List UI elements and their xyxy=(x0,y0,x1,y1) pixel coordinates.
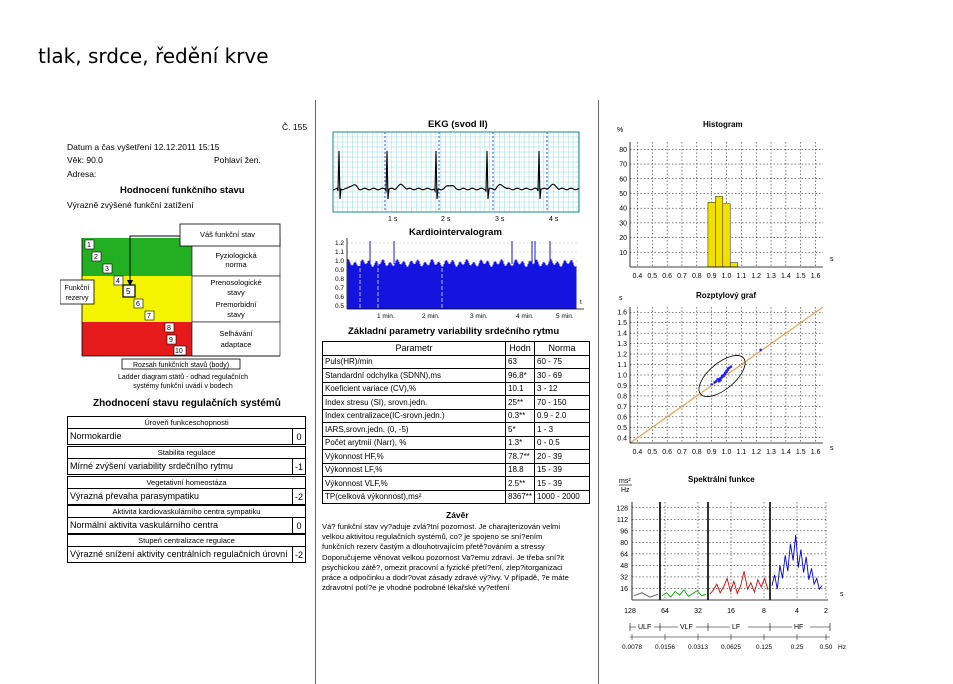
conclusion-text xyxy=(322,522,590,593)
param-value: 18.8 xyxy=(506,463,535,477)
spectrum-ytick: 96 xyxy=(620,528,628,536)
scatter-xtick: 1.4 xyxy=(781,449,791,456)
param-value: 2.5** xyxy=(506,477,535,491)
param-name: Puls(HR)/min xyxy=(323,355,506,369)
ladder-step-3: 3 xyxy=(105,266,109,273)
params-row xyxy=(323,450,590,464)
scatter-xlabel: s xyxy=(830,445,834,452)
params-row xyxy=(323,436,590,450)
param-name: Výkonnost LF,% xyxy=(323,463,506,477)
spectrum-xtick: 16 xyxy=(727,608,735,615)
ekg-grid xyxy=(333,132,579,212)
kardio-data xyxy=(348,241,576,309)
scatter-ytick: 1.4 xyxy=(617,330,627,338)
scatter-xtick: 0.7 xyxy=(677,449,687,456)
ladder-reserves-1: Funkční xyxy=(64,285,90,292)
params-row xyxy=(323,463,590,477)
scatter-point xyxy=(715,380,718,383)
params-row xyxy=(323,396,590,410)
spectrum-ytick: 80 xyxy=(620,539,628,547)
spectrum-line-ulf xyxy=(634,593,658,597)
param-norm: 15 - 39 xyxy=(535,463,590,477)
histogram-ytick: 20 xyxy=(619,235,627,243)
kardio-chart xyxy=(322,234,590,322)
ladder-step-5: 5 xyxy=(126,287,131,296)
params-header: Norma xyxy=(535,342,590,356)
param-name: Standardní odchylka (SDNN),ms xyxy=(323,369,506,383)
scatter-point xyxy=(730,365,733,368)
param-norm: 20 - 39 xyxy=(535,450,590,464)
param-name: TP(celková výkonnost),ms² xyxy=(323,490,506,504)
ladder-range: Rozsah funkčních stavů (body) xyxy=(132,362,230,369)
spectrum-ytick: 32 xyxy=(620,574,628,582)
spectrum-xtick: 2 xyxy=(824,608,828,615)
reg-value: -2 xyxy=(292,547,305,562)
ladder-your-state: Váš funkční stav xyxy=(200,230,256,239)
scatter-point xyxy=(710,383,713,386)
param-name: Index centralizace(IC-srovn.jedn.) xyxy=(323,409,506,423)
scatter-xtick: 1.1 xyxy=(736,449,747,456)
sheet-title: tlak, srdce, ředění krve xyxy=(38,44,269,68)
func-state-title: Hodnocení funkčního stavu xyxy=(120,185,245,196)
params-row xyxy=(323,477,590,491)
kardio-ytick: 1.0 xyxy=(334,258,344,265)
histogram-xtick: 1.1 xyxy=(736,273,747,280)
param-norm: 0.9 - 2.0 xyxy=(535,409,590,423)
report-number: Č. 155 xyxy=(282,122,308,132)
histogram-xtick: 1.4 xyxy=(781,273,791,280)
histogram-bar xyxy=(730,263,737,267)
histogram-xtick: 1.2 xyxy=(751,273,762,280)
ladder-step-6: 6 xyxy=(136,301,140,308)
column-divider-1 xyxy=(315,100,316,684)
param-norm: 30 - 69 xyxy=(535,369,590,383)
scatter-xtick: 1.0 xyxy=(721,449,732,456)
histogram-ytick: 30 xyxy=(619,220,627,228)
params-row xyxy=(323,409,590,423)
param-norm: 3 - 12 xyxy=(535,382,590,396)
kardio-ytick: 0.6 xyxy=(334,294,344,301)
ladder-step-7: 7 xyxy=(147,313,151,320)
kardio-ytick: 0.7 xyxy=(334,285,344,292)
spectrum-ytick: 112 xyxy=(616,516,628,524)
ladder-step-2: 2 xyxy=(94,254,98,261)
scatter-point xyxy=(716,378,719,381)
kardio-xtick: 2 min. xyxy=(422,313,440,320)
histogram-xlabel: s xyxy=(830,256,834,263)
param-value: 63 xyxy=(506,355,535,369)
ekg-tick-1: 1 s xyxy=(388,216,398,223)
param-norm: 15 - 39 xyxy=(535,477,590,491)
param-value: 8367** xyxy=(506,490,535,504)
param-value: 10.1 xyxy=(506,382,535,396)
reg-item-4 xyxy=(67,534,306,563)
reg-value: -2 xyxy=(292,489,305,504)
reg-head: Stupeň centralizace regulace xyxy=(67,534,306,546)
ladder-reserves-2: rezervy xyxy=(65,295,89,302)
histogram-bars xyxy=(708,196,738,267)
histogram-ytick: 10 xyxy=(619,249,627,257)
kardio-ytick: 1.2 xyxy=(334,240,344,247)
spectrum-ytick: 48 xyxy=(620,562,628,570)
spectrum-xtick: 4 xyxy=(795,608,799,615)
spectrum-yunit-bottom: Hz xyxy=(621,487,630,494)
params-row xyxy=(323,423,590,437)
ladder-caption-1: Ladder diagram stätů - odhad regulačních xyxy=(118,374,248,381)
kardio-t-label: t xyxy=(580,299,582,306)
reg-value: 0 xyxy=(292,518,305,533)
ladder-diagram xyxy=(60,222,300,370)
kardio-ytick: 0.9 xyxy=(334,267,344,274)
scatter-xtick: 0.8 xyxy=(691,449,702,456)
ladder-step-1: 1 xyxy=(87,242,91,249)
reg-head: Stabilita regulace xyxy=(67,446,306,458)
ladder-prenoso-2: stavy xyxy=(227,288,245,297)
histogram-bar xyxy=(715,196,722,267)
kardio-xtick: 4 min. xyxy=(516,313,534,320)
scatter-xtick: 0.4 xyxy=(632,449,643,456)
param-norm: 1000 - 2000 xyxy=(535,490,590,504)
scatter-point xyxy=(759,349,762,352)
kardio-xtick: 1 min. xyxy=(377,313,395,320)
kardio-xtick: 3 min. xyxy=(470,313,488,320)
spectrum-xtick: 8 xyxy=(762,608,766,615)
ekg-title: EKG (svod II) xyxy=(428,119,488,130)
param-name: Výkonnost VLF,% xyxy=(323,477,506,491)
param-norm: 0 - 0.5 xyxy=(535,436,590,450)
histogram-xtick: 0.7 xyxy=(677,273,687,280)
kardio-ytick: 1.1 xyxy=(334,249,344,256)
reg-item-3 xyxy=(67,505,306,534)
spectrum-hz-label: Hz xyxy=(838,644,846,651)
scatter-xtick: 1.5 xyxy=(795,449,806,456)
param-value: 1.3* xyxy=(506,436,535,450)
spectrum-line-lf xyxy=(710,571,768,594)
histogram-ytick: 60 xyxy=(619,176,627,184)
spectrum-series xyxy=(634,535,822,597)
ladder-failure-1: Selhávání xyxy=(219,329,253,338)
reg-value: -1 xyxy=(292,459,305,474)
conclusion-line: velkou aktivitou regulačních systémů, co? je spojeno se sní?ením xyxy=(322,532,543,542)
ladder-step-8: 8 xyxy=(167,325,171,332)
spectrum-xtick: 64 xyxy=(661,608,669,615)
params-row xyxy=(323,355,590,369)
params-title: Základní parametry variability srdečního rytmu xyxy=(348,326,560,337)
ladder-physio-1: Fyziologická xyxy=(215,251,257,260)
params-row xyxy=(323,382,590,396)
scatter-ytick: 1.5 xyxy=(617,320,627,328)
scatter-title: Rozptylový graf xyxy=(696,291,757,300)
histogram-chart xyxy=(608,116,838,286)
reg-text: Výrazná převaha parasympatiku xyxy=(70,491,200,501)
scatter-ytick: 1.1 xyxy=(617,362,627,370)
spectrum-hz-tick: 0.0313 xyxy=(688,644,708,651)
ladder-premorbid-1: Premorbidní xyxy=(215,300,257,309)
ekg-tick-4: 4 s xyxy=(549,216,559,223)
column-divider-2 xyxy=(598,100,599,684)
param-name: Index stresu (SI), srovn.jedn. xyxy=(323,396,506,410)
scatter-xtick: 1.3 xyxy=(766,449,776,456)
ekg-tick-2: 2 s xyxy=(441,216,451,223)
scatter-ytick: 0.5 xyxy=(617,424,627,432)
histogram-ylabel: % xyxy=(617,127,624,134)
scatter-xtick: 0.5 xyxy=(647,449,658,456)
spectrum-hz-tick: 0.50 xyxy=(819,644,833,651)
param-norm: 60 - 75 xyxy=(535,355,590,369)
patient-address: Adresa: xyxy=(67,169,97,179)
reg-value: 0 xyxy=(292,429,305,444)
spectrum-band-label: LF xyxy=(732,624,741,631)
kardio-title: Kardiointervalogram xyxy=(409,227,502,238)
spectrum-xtick: 32 xyxy=(694,608,702,615)
scatter-point xyxy=(727,367,730,370)
scatter-point xyxy=(724,372,727,375)
spectrum-yunit-top: ms² xyxy=(619,478,631,485)
scatter-ytick: 1.3 xyxy=(617,341,627,349)
histogram-xtick: 0.6 xyxy=(662,273,672,280)
func-state-result: Výrazně zvýšené funkční zatížení xyxy=(67,200,194,210)
param-value: 0.3** xyxy=(506,409,535,423)
param-value: 5* xyxy=(506,423,535,437)
scatter-ylabel: s xyxy=(619,295,623,302)
histogram-xtick: 1.0 xyxy=(721,273,732,280)
histogram-xtick: 0.5 xyxy=(647,273,658,280)
spectrum-chart xyxy=(608,468,848,658)
param-value: 25** xyxy=(506,396,535,410)
scatter-point xyxy=(718,380,721,383)
reg-title: Zhodnocení stavu regulačních systémů xyxy=(93,398,281,409)
conclusion-line: Doporučujeme věnovat velkou pozornost Va?emu zdraví. Je třeba sní?it xyxy=(322,552,565,562)
ladder-physio-2: norma xyxy=(225,260,247,269)
spectrum-ytick: 128 xyxy=(616,505,628,513)
param-name: Koeficient variace (CV),% xyxy=(323,382,506,396)
conclusion-title: Závěr xyxy=(446,510,469,520)
spectrum-line-vlf xyxy=(662,590,706,597)
params-row xyxy=(323,490,590,504)
histogram-ytick: 40 xyxy=(619,205,627,213)
ladder-caption xyxy=(108,373,258,391)
ekg-tick-3: 3 s xyxy=(495,216,505,223)
ladder-step-4: 4 xyxy=(116,278,120,285)
ladder-step-10: 10 xyxy=(175,348,183,355)
param-name: IARS,srovn.jedn. (0, -5) xyxy=(323,423,506,437)
reg-text: Výrazné snížení aktivity centrálních regulačních úrovní xyxy=(70,549,288,559)
conclusion-line: psychickou zátě?, omezit pracovní a fyzické přetí?ení, zlep?itorganizaci xyxy=(322,562,563,572)
histogram-bar xyxy=(723,204,730,267)
scatter-ytick: 1.0 xyxy=(617,372,627,380)
conclusion-line: zdravotní potí?e je vhodné podrobné lékařské vy?etření xyxy=(322,583,510,593)
kardio-ytick: 0.8 xyxy=(334,276,344,283)
patient-age: Věk: 90.0 xyxy=(67,155,103,165)
spectrum-band-label: ULF xyxy=(638,624,652,631)
spectrum-ytick: 64 xyxy=(620,551,628,559)
histogram-bar xyxy=(708,202,715,267)
scatter-xtick: 0.9 xyxy=(706,449,717,456)
spectrum-hz-tick: 0.0625 xyxy=(721,644,741,651)
param-name: Výkonnost HF,% xyxy=(323,450,506,464)
ekg-chart xyxy=(331,131,581,223)
reg-item-2 xyxy=(67,476,306,505)
scatter-ytick: 1.6 xyxy=(617,309,627,317)
scatter-xtick: 1.6 xyxy=(810,449,821,456)
histogram-xtick: 1.6 xyxy=(810,273,821,280)
reg-head: Vegetativní homeostáza xyxy=(67,476,306,488)
spectrum-grid xyxy=(632,502,828,600)
ladder-prenoso-1: Prenosologické xyxy=(210,278,262,287)
conclusion-line: Vá? funkční stav vy?aduje zvlá?tní pozornost. Je charajterizován velmi xyxy=(322,522,561,531)
histogram-ytick: 50 xyxy=(619,190,627,198)
scatter-ytick: 0.6 xyxy=(617,414,627,422)
scatter-point xyxy=(722,375,725,378)
spectrum-xtick: 128 xyxy=(624,608,636,615)
patient-sex: Pohlaví žen. xyxy=(214,155,261,165)
param-value: 78.7** xyxy=(506,450,535,464)
reg-item-0 xyxy=(67,416,306,445)
reg-head: Úroveň funkceschopnosti xyxy=(67,416,306,428)
scatter-ytick: 0.9 xyxy=(617,382,627,390)
histogram-xtick: 0.4 xyxy=(632,273,643,280)
histogram-xtick: 0.9 xyxy=(706,273,717,280)
histogram-xtick: 1.3 xyxy=(766,273,776,280)
histogram-title: Histogram xyxy=(703,120,743,129)
params-header: Parametr xyxy=(323,342,506,356)
spectrum-band-label: VLF xyxy=(680,624,693,631)
conclusion-line: funkčních rezerv častým a dlouhotrvajícím přetě?ováním a stressy xyxy=(322,542,545,552)
kardio-xtick: 5 min. xyxy=(556,313,574,320)
conclusion-line: práce a odpočinku a dodr?ovat zásady zdravé vý?ivy. V případě, ?e máte xyxy=(322,573,569,583)
ladder-step-9: 9 xyxy=(169,337,173,344)
param-norm: 70 - 150 xyxy=(535,396,590,410)
scatter-ytick: 0.4 xyxy=(617,435,627,443)
histogram-xtick: 1.5 xyxy=(795,273,806,280)
params-row xyxy=(323,369,590,383)
reg-text: Mírné zvýšení variability srdečního rytmu xyxy=(70,461,234,471)
reg-text: Normální aktivita vaskulárního centra xyxy=(70,520,219,530)
scatter-xtick: 0.6 xyxy=(662,449,672,456)
scatter-ytick: 1.2 xyxy=(617,351,627,359)
spectrum-title: Spektrální funkce xyxy=(688,475,755,484)
ladder-failure-2: adaptace xyxy=(220,340,252,349)
params-header: Hodn xyxy=(506,342,535,356)
spectrum-band-label: HF xyxy=(794,624,804,631)
reg-item-1 xyxy=(67,446,306,475)
exam-datetime: Datum a čas vyšetření 12.12.2011 15:15 xyxy=(67,142,220,152)
spectrum-hz-tick: 0.0078 xyxy=(622,644,642,651)
params-header-row xyxy=(323,342,590,356)
ladder-caption-2: systémy funkční uvádí v bodech xyxy=(133,383,233,390)
param-value: 96.8* xyxy=(506,369,535,383)
histogram-xtick: 0.8 xyxy=(691,273,702,280)
param-name: Počet arytmií (Narr), % xyxy=(323,436,506,450)
spectrum-s-label: s xyxy=(840,591,844,598)
spectrum-hz-tick: 0.0156 xyxy=(655,644,675,651)
spectrum-hz-tick: 0.25 xyxy=(790,644,804,651)
reg-text: Normokardie xyxy=(70,431,122,441)
scatter-ytick: 0.8 xyxy=(617,393,627,401)
scatter-xtick: 1.2 xyxy=(751,449,762,456)
reg-head: Aktivita kardiovaskulárního centra sympatiku xyxy=(67,505,306,517)
kardio-ytick: 0.5 xyxy=(334,303,344,310)
histogram-ytick: 70 xyxy=(619,161,627,169)
scatter-chart xyxy=(608,287,838,467)
spectrum-hz-tick: 0.125 xyxy=(755,644,773,651)
scatter-ytick: 0.7 xyxy=(617,403,627,411)
param-norm: 1 - 3 xyxy=(535,423,590,437)
spectrum-ytick: 16 xyxy=(620,585,628,593)
histogram-ytick: 80 xyxy=(619,146,627,154)
params-table xyxy=(322,341,590,504)
ladder-premorbid-2: stavy xyxy=(227,310,245,319)
